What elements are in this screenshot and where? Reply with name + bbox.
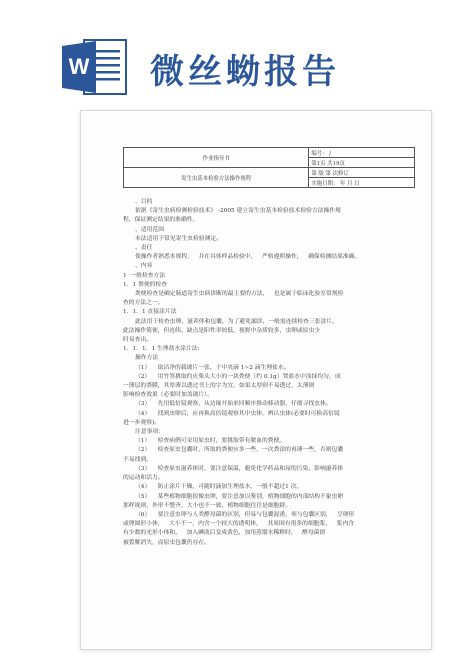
body-line: 影响检查效果（必要时加盖玻片）。 [123,392,213,399]
body-line: 使操作者熟悉本规程， 并在具体样品检验中， 严格遵照操作， 确保检测结果准确。 [135,254,361,261]
doc-version-cell: 第 版 第 次修订 [309,168,415,178]
doc-type-cell: 作业指导书 [124,148,309,168]
body-line: 或卵圆形小体， 大小不一，内含一个较大的透明体， 其周围有很多的细胞浆， 浆内含 [123,521,355,528]
body-line: 查的方法之一。 [123,300,164,307]
word-logo-letter: W [68,54,90,79]
body-line: （1） 取洁净的载玻片一张，于中央滴 1~2 滴生理盐水。 [135,364,290,371]
doc-title-cell: 寄生虫基本检验方法操作规程 [124,168,309,188]
body-line: （4） 防止涂片干燥，可随时滴加生理盐水，一般不超过1 次。 [135,484,303,491]
body-line: 、内容 [135,263,153,270]
document-body [123,198,415,548]
body-line: （5） 某些植物细胞很像虫卵，要注意加以鉴别，植物细胞的内部结构不象虫卵 [135,493,344,500]
doc-page-cell: 第1页 共19页 [309,158,415,168]
body-line: 1．1．1．1 生理盐水涂片法: [123,346,200,353]
body-line: 1 一般检查方法 [123,272,166,279]
doc-date-cell: 实施日期： 年 月 日 [309,178,415,188]
body-line: 、目的 [135,199,153,205]
body-line: 粪便检查是确定肠道寄生虫病诊断的最主要的方法， 也是属于临床化验室常规检 [135,291,344,298]
body-line: 一薄层的粪膜，其厚薄以透过书上的字为宜，如果太厚则不易透过，太薄则 [123,383,315,390]
body-line: 有少数的光形小体和， 加入碘液后变成黄色，加用蒸馏水稀释时， 酵母菌即 [123,530,326,537]
body-line: 注意事项： [135,429,164,436]
body-line: 程，保证测定结果的准确性。 [123,217,199,224]
body-line: （6） 要注意虫卵与人类酵母菌的区别，但易与包囊混淆，须与包囊区别， 呈卵形 [135,511,355,518]
doc-number-cell: 编号： / [309,148,415,158]
body-line: （3） 检查原虫滋养体时，要注意保温，避免化学药品和尿的污染，影响滋养体 [135,465,344,472]
body-line: 时易查出。 [123,337,152,344]
body-line: 此法操作简便，但连续、缺点是阳性率较低，视野中杂质较多，虫卵或原虫少 [123,327,321,334]
body-line: 1．1．1 直接涂片法 [123,309,177,316]
body-line: （3） 先用低倍镜观察，从边缘开始来回顺序推动移动器，仔细寻找虫体。 [135,401,332,408]
body-line: （1） 检查病例可采用原虫时，要挑取带有脓血的粪便。 [135,438,286,445]
body-line: 1．1 粪便的检查 [123,281,168,288]
body-line: 那样规则，外形不整齐，大小也不一致，植物细胞往往是细胞群。 [123,502,292,509]
body-line: 、适用范围 [135,226,164,233]
page-title: 微丝蚴报告 [150,52,340,92]
body-line: 本法适用于常见寄生虫检验测定。 [135,235,222,242]
body-line: 不易找到。 [123,456,152,463]
body-line: 此法用于检查虫卵、滋养体和包囊，为了避免漏诊，一般需连续检查三张涂片， [135,318,338,325]
page-fade [81,619,432,649]
word-document-icon [62,38,128,96]
body-line: 操作方法 [135,355,159,362]
document-page [80,110,432,650]
body-line: 进一步观察)。 [123,419,161,426]
body-line: （2） 用竹签挑取约火柴头大小的一块粪便（约 0.1g）置盐水中涂抹均匀，成 [135,373,341,380]
body-line: 的运动和活力。 [123,475,164,482]
body-line: （4） 找到虫卵后，应再换高倍镜观察其中虫体，辨认虫体(必要时可换高倍镜 [135,410,340,417]
body-line: （2） 检查原虫包囊时，所取的粪便应多一些，一次粪涂的再薄一些，否则包囊 [135,447,344,454]
document-header-table [123,147,415,188]
body-line: 依据《寄生虫病检测检验技术》 -2005 建立寄生虫基本检验技术检验方法操作规 [135,208,341,215]
body-line: 、责任 [135,245,153,252]
header-banner [0,0,474,112]
body-line: 被裂解消失，而原虫包囊仍存在。 [123,539,210,546]
